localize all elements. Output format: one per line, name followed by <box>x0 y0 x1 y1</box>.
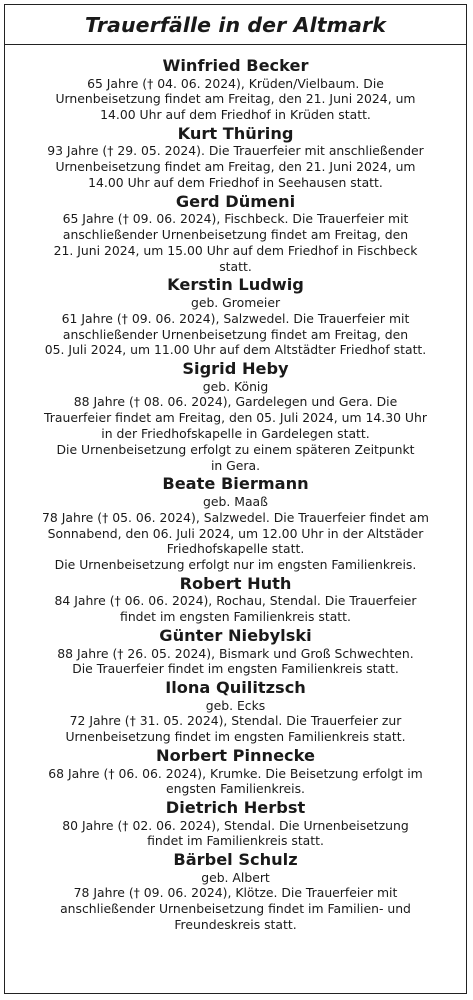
obituary-text-line: Die Urnenbeisetzung erfolgt nur im engsten Familienkreis. <box>54 557 417 573</box>
obituary-text-line: Die Trauerfeier findet im engsten Familienkreis statt. <box>72 661 399 677</box>
obituary-text-line: 84 Jahre († 06. 06. 2024), Rochau, Stendal. Die Trauerfeier <box>54 593 417 609</box>
obituary-text <box>5 211 466 274</box>
obituary-text-line: 88 Jahre († 08. 06. 2024), Gardelegen und Gera. Die <box>73 394 398 410</box>
obituary-text-line: Urnenbeisetzung findet im engsten Familienkreis statt. <box>65 729 406 745</box>
obituary-text-line: 65 Jahre († 09. 06. 2024), Fischbeck. Die Trauerfeier mit <box>62 211 409 227</box>
obituary-text-line: 21. Juni 2024, um 15.00 Uhr auf dem Friedhof in Fischbeck <box>53 242 418 258</box>
obituary-text-line: engsten Familienkreis. <box>166 781 305 797</box>
deceased-name: Norbert Pinnecke <box>156 746 315 765</box>
obituary-text <box>5 593 466 625</box>
deceased-name: Kerstin Ludwig <box>167 275 304 295</box>
obituary-text-line: geb. Maaß <box>203 493 268 509</box>
deceased-name: Ilona Quilitzsch <box>165 678 306 698</box>
obituary-entry <box>5 192 466 275</box>
obituary-text-line: 65 Jahre († 04. 06. 2024), Krüden/Vielbaum. Die <box>87 75 384 91</box>
deceased-name: Sigrid Heby <box>182 359 289 379</box>
obituary-text-line: Friedhofskapelle statt. <box>166 541 305 557</box>
obituary-entry <box>5 275 466 358</box>
obituary-list <box>5 45 466 933</box>
obituary-entry <box>5 850 466 933</box>
obituary-text-line: findet im Familienkreis statt. <box>147 833 324 849</box>
obituary-text-line: anschließender Urnenbeisetzung findet im Familien- und <box>60 901 411 917</box>
obituary-text <box>5 870 466 933</box>
page-title: Trauerfälle in der Altmark <box>85 12 386 37</box>
obituary-text-line: 78 Jahre († 05. 06. 2024), Salzwedel. Die Trauerfeier findet am <box>42 509 429 525</box>
deceased-name: Dietrich Herbst <box>165 798 306 818</box>
obituary-entry <box>5 678 466 745</box>
obituary-text-line: geb. Ecks <box>205 697 266 713</box>
obituary-text-line: 78 Jahre († 09. 06. 2024), Klötze. Die Trauerfeier mit <box>73 885 398 901</box>
obituary-text-line: 88 Jahre († 26. 05. 2024), Bismark und Groß Schwechten. <box>57 645 414 661</box>
obituary-entry <box>5 626 466 677</box>
obituary-text-line: 14.00 Uhr auf dem Friedhof in Seehausen statt. <box>88 174 383 190</box>
obituary-text-line: 05. Juli 2024, um 11.00 Uhr auf dem Altstädter Friedhof statt. <box>44 342 427 358</box>
deceased-name: Bärbel Schulz <box>173 850 298 870</box>
obituary-text-line: 80 Jahre († 02. 06. 2024), Stendal. Die Urnenbeisetzung <box>62 817 409 833</box>
obituary-text-line: Trauerfeier findet am Freitag, den 05. Juli 2024, um 14.30 Uhr <box>44 410 427 426</box>
obituary-text <box>5 698 466 745</box>
deceased-name: Beate Biermann <box>162 474 309 494</box>
obituary-entry <box>5 798 466 849</box>
obituary-text-line: geb. König <box>202 378 269 394</box>
obituary-text-line: 93 Jahre († 29. 05. 2024). Die Trauerfeier mit anschließender <box>47 143 424 159</box>
deceased-name: Robert Huth <box>179 573 292 593</box>
obituary-text <box>5 766 466 798</box>
obituary-entry <box>5 746 466 797</box>
obituary-text-line: 61 Jahre († 09. 06. 2024), Salzwedel. Die Trauerfeier mit <box>61 310 410 326</box>
obituary-text <box>5 295 466 358</box>
obituary-text <box>5 76 466 123</box>
obituary-text-line: 72 Jahre († 31. 05. 2024), Stendal. Die Trauerfeier zur <box>69 713 402 729</box>
obituary-entry <box>5 474 466 572</box>
obituary-text-line: findet im engsten Familienkreis statt. <box>120 609 351 625</box>
obituary-text-line: in Gera. <box>210 457 261 473</box>
obituary-text-line: in der Friedhofskapelle in Gardelegen statt. <box>101 426 370 442</box>
obituary-text <box>5 494 466 573</box>
obituary-entry <box>5 56 466 123</box>
obituary-text <box>5 646 466 678</box>
obituary-text-line: Freundeskreis statt. <box>174 917 297 933</box>
obituary-text-line: 14.00 Uhr auf dem Friedhof in Krüden statt. <box>100 107 371 123</box>
obituary-entry <box>5 124 466 191</box>
notice-frame <box>4 4 467 994</box>
obituary-text <box>5 818 466 850</box>
obituary-text <box>5 379 466 474</box>
header <box>5 5 466 45</box>
obituary-text-line: Die Urnenbeisetzung erfolgt zu einem späteren Zeitpunkt <box>56 441 415 457</box>
deceased-name: Winfried Becker <box>162 56 309 75</box>
deceased-name: Gerd Dümeni <box>175 191 296 211</box>
obituary-text-line: anschließender Urnenbeisetzung findet am Freitag, den <box>62 326 409 342</box>
deceased-name: Günter Niebylski <box>159 626 312 646</box>
obituary-text-line: Urnenbeisetzung findet am Freitag, den 21. Juni 2024, um <box>55 91 416 107</box>
obituary-text-line: geb. Gromeier <box>190 294 281 310</box>
obituary-text-line: geb. Albert <box>201 869 270 885</box>
obituary-text-line: anschließender Urnenbeisetzung findet am Freitag, den <box>62 227 409 243</box>
obituary-text-line: Sonnabend, den 06. Juli 2024, um 12.00 Uhr in der Altstäder <box>47 525 424 541</box>
obituary-entry <box>5 574 466 625</box>
obituary-text-line: Urnenbeisetzung findet am Freitag, den 21. Juni 2024, um <box>55 159 416 175</box>
obituary-text-line: 68 Jahre († 06. 06. 2024), Krumke. Die Beisetzung erfolgt im <box>48 765 423 781</box>
obituary-text-line: statt. <box>219 258 252 274</box>
obituary-text <box>5 143 466 190</box>
deceased-name: Kurt Thüring <box>177 123 294 143</box>
obituary-entry <box>5 359 466 473</box>
